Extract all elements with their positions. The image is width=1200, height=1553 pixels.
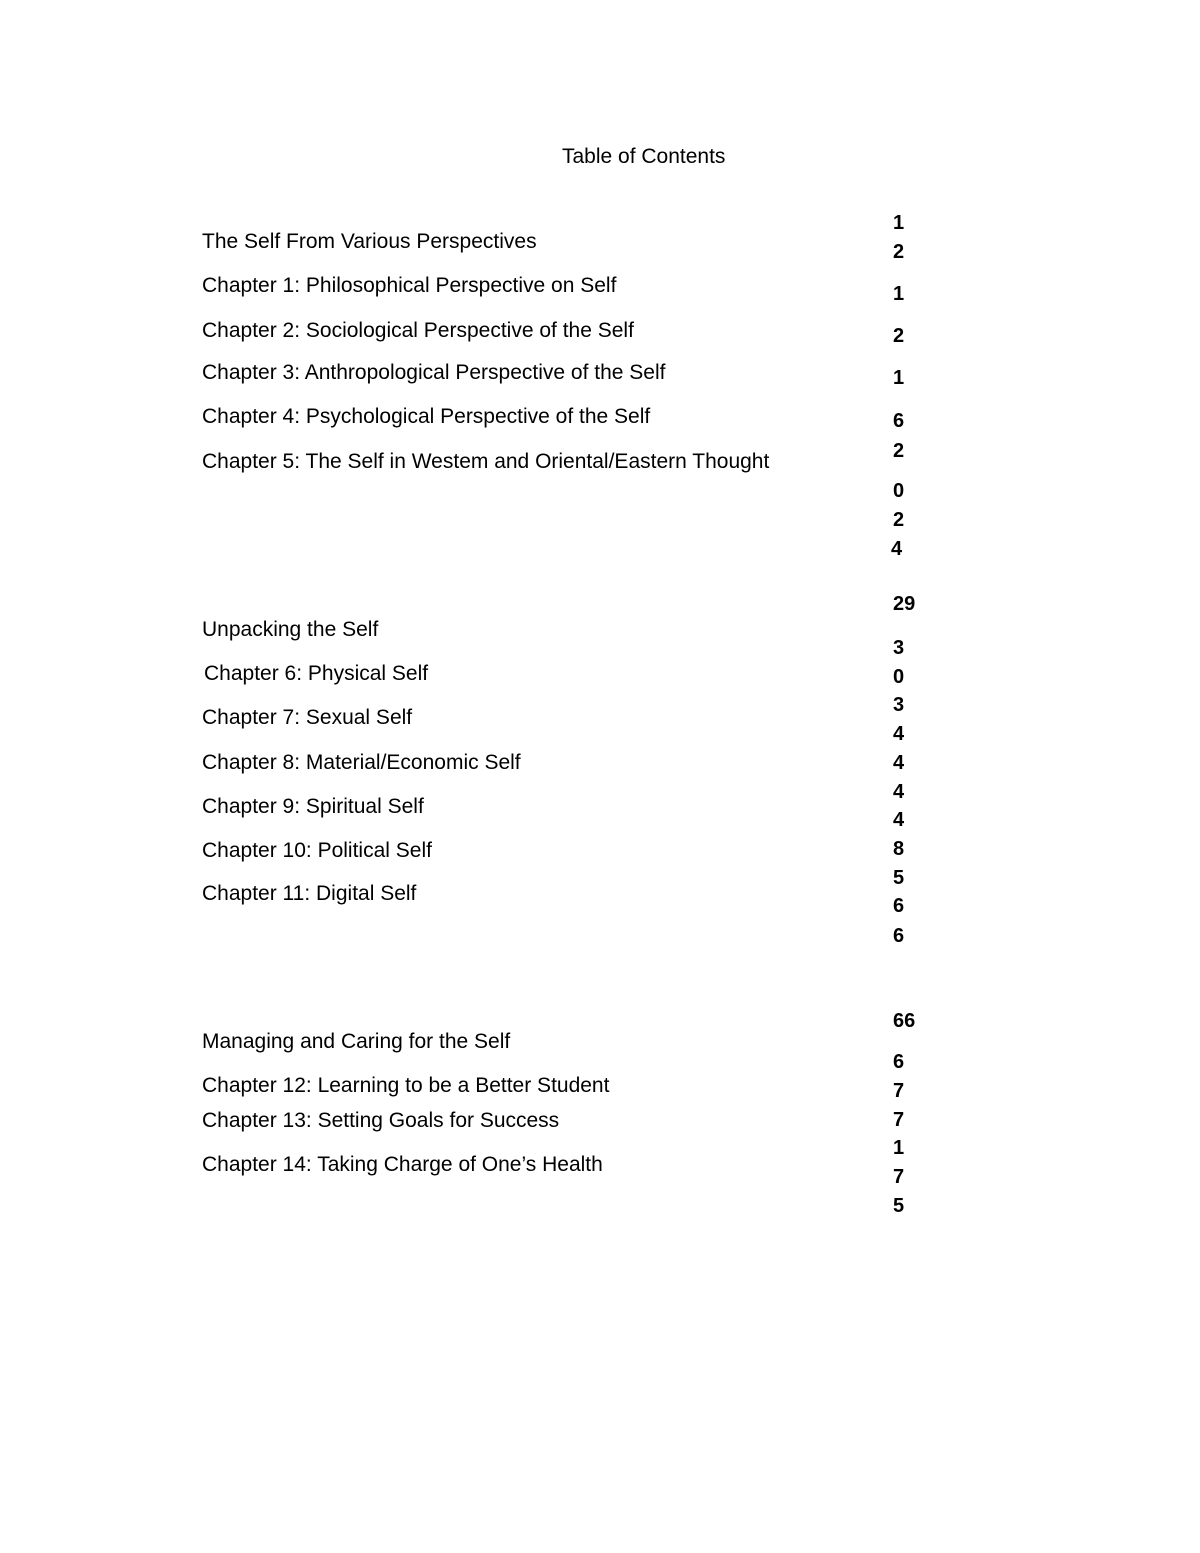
page-number-digit: 2 — [893, 509, 905, 531]
toc-entry-chapter-7: Chapter 7: Sexual Self — [202, 706, 413, 729]
section-heading: The Self From Various Perspectives — [202, 230, 537, 253]
page-number-digit: 7 — [893, 1166, 905, 1188]
toc-entry-chapter-14: Chapter 14: Taking Charge of One’s Health — [202, 1153, 603, 1176]
page-number-digit: 2 — [893, 325, 905, 347]
page-number-digit: 0 — [893, 666, 905, 688]
section-heading: Unpacking the Self — [202, 618, 379, 641]
page-number-digit: 4 — [891, 538, 903, 560]
page-number-digit: 7 — [893, 1109, 905, 1131]
page-number-digit: 1 — [893, 212, 905, 234]
page-number-digit: 2 — [893, 241, 905, 263]
page-number-digit: 7 — [893, 1080, 905, 1102]
toc-entry-chapter-10: Chapter 10: Political Self — [202, 839, 432, 862]
page-number-digit: 2 — [893, 440, 905, 462]
toc-entry-chapter-1: Chapter 1: Philosophical Perspective on Self — [202, 274, 617, 297]
toc-entry-chapter-4: Chapter 4: Psychological Perspective of the Self — [202, 405, 651, 428]
page-number-digit: 3 — [893, 637, 905, 659]
toc-entry-chapter-11: Chapter 11: Digital Self — [202, 882, 417, 905]
page-number-digit: 66 — [893, 1010, 916, 1032]
page-title: Table of Contents — [562, 145, 726, 168]
page-number-digit: 6 — [893, 925, 905, 947]
page-number-digit: 1 — [893, 283, 905, 305]
toc-entry-chapter-2: Chapter 2: Sociological Perspective of the Self — [202, 319, 634, 342]
page-number-digit: 5 — [893, 1195, 905, 1217]
page-number-digit: 6 — [893, 1051, 905, 1073]
toc-entry-chapter-3: Chapter 3: Anthropological Perspective of the Self — [202, 361, 666, 384]
page-number-digit: 0 — [893, 480, 905, 502]
toc-entry-chapter-9: Chapter 9: Spiritual Self — [202, 795, 424, 818]
page-number-digit: 4 — [893, 781, 905, 803]
toc-entry-chapter-6: Chapter 6: Physical Self — [204, 662, 429, 685]
page-number-digit: 1 — [893, 1137, 905, 1159]
section-heading: Managing and Caring for the Self — [202, 1030, 511, 1053]
page-number-digit: 5 — [893, 867, 905, 889]
page-number-digit: 3 — [893, 694, 905, 716]
page-number-digit: 8 — [893, 838, 905, 860]
page-number-digit: 4 — [893, 809, 905, 831]
toc-entry-chapter-12: Chapter 12: Learning to be a Better Student — [202, 1074, 610, 1097]
toc-entry-chapter-8: Chapter 8: Material/Economic Self — [202, 751, 521, 774]
page-number-digit: 4 — [893, 752, 905, 774]
page-number-digit: 4 — [893, 723, 905, 745]
toc-entry-chapter-5: Chapter 5: The Self in Westem and Oriental/Eastern Thought — [202, 450, 770, 473]
page-number-digit: 6 — [893, 895, 905, 917]
page-number-digit: 29 — [893, 593, 916, 615]
page-number-digit: 1 — [893, 367, 905, 389]
page-number-digit: 6 — [893, 410, 905, 432]
toc-entry-chapter-13: Chapter 13: Setting Goals for Success — [202, 1109, 560, 1132]
